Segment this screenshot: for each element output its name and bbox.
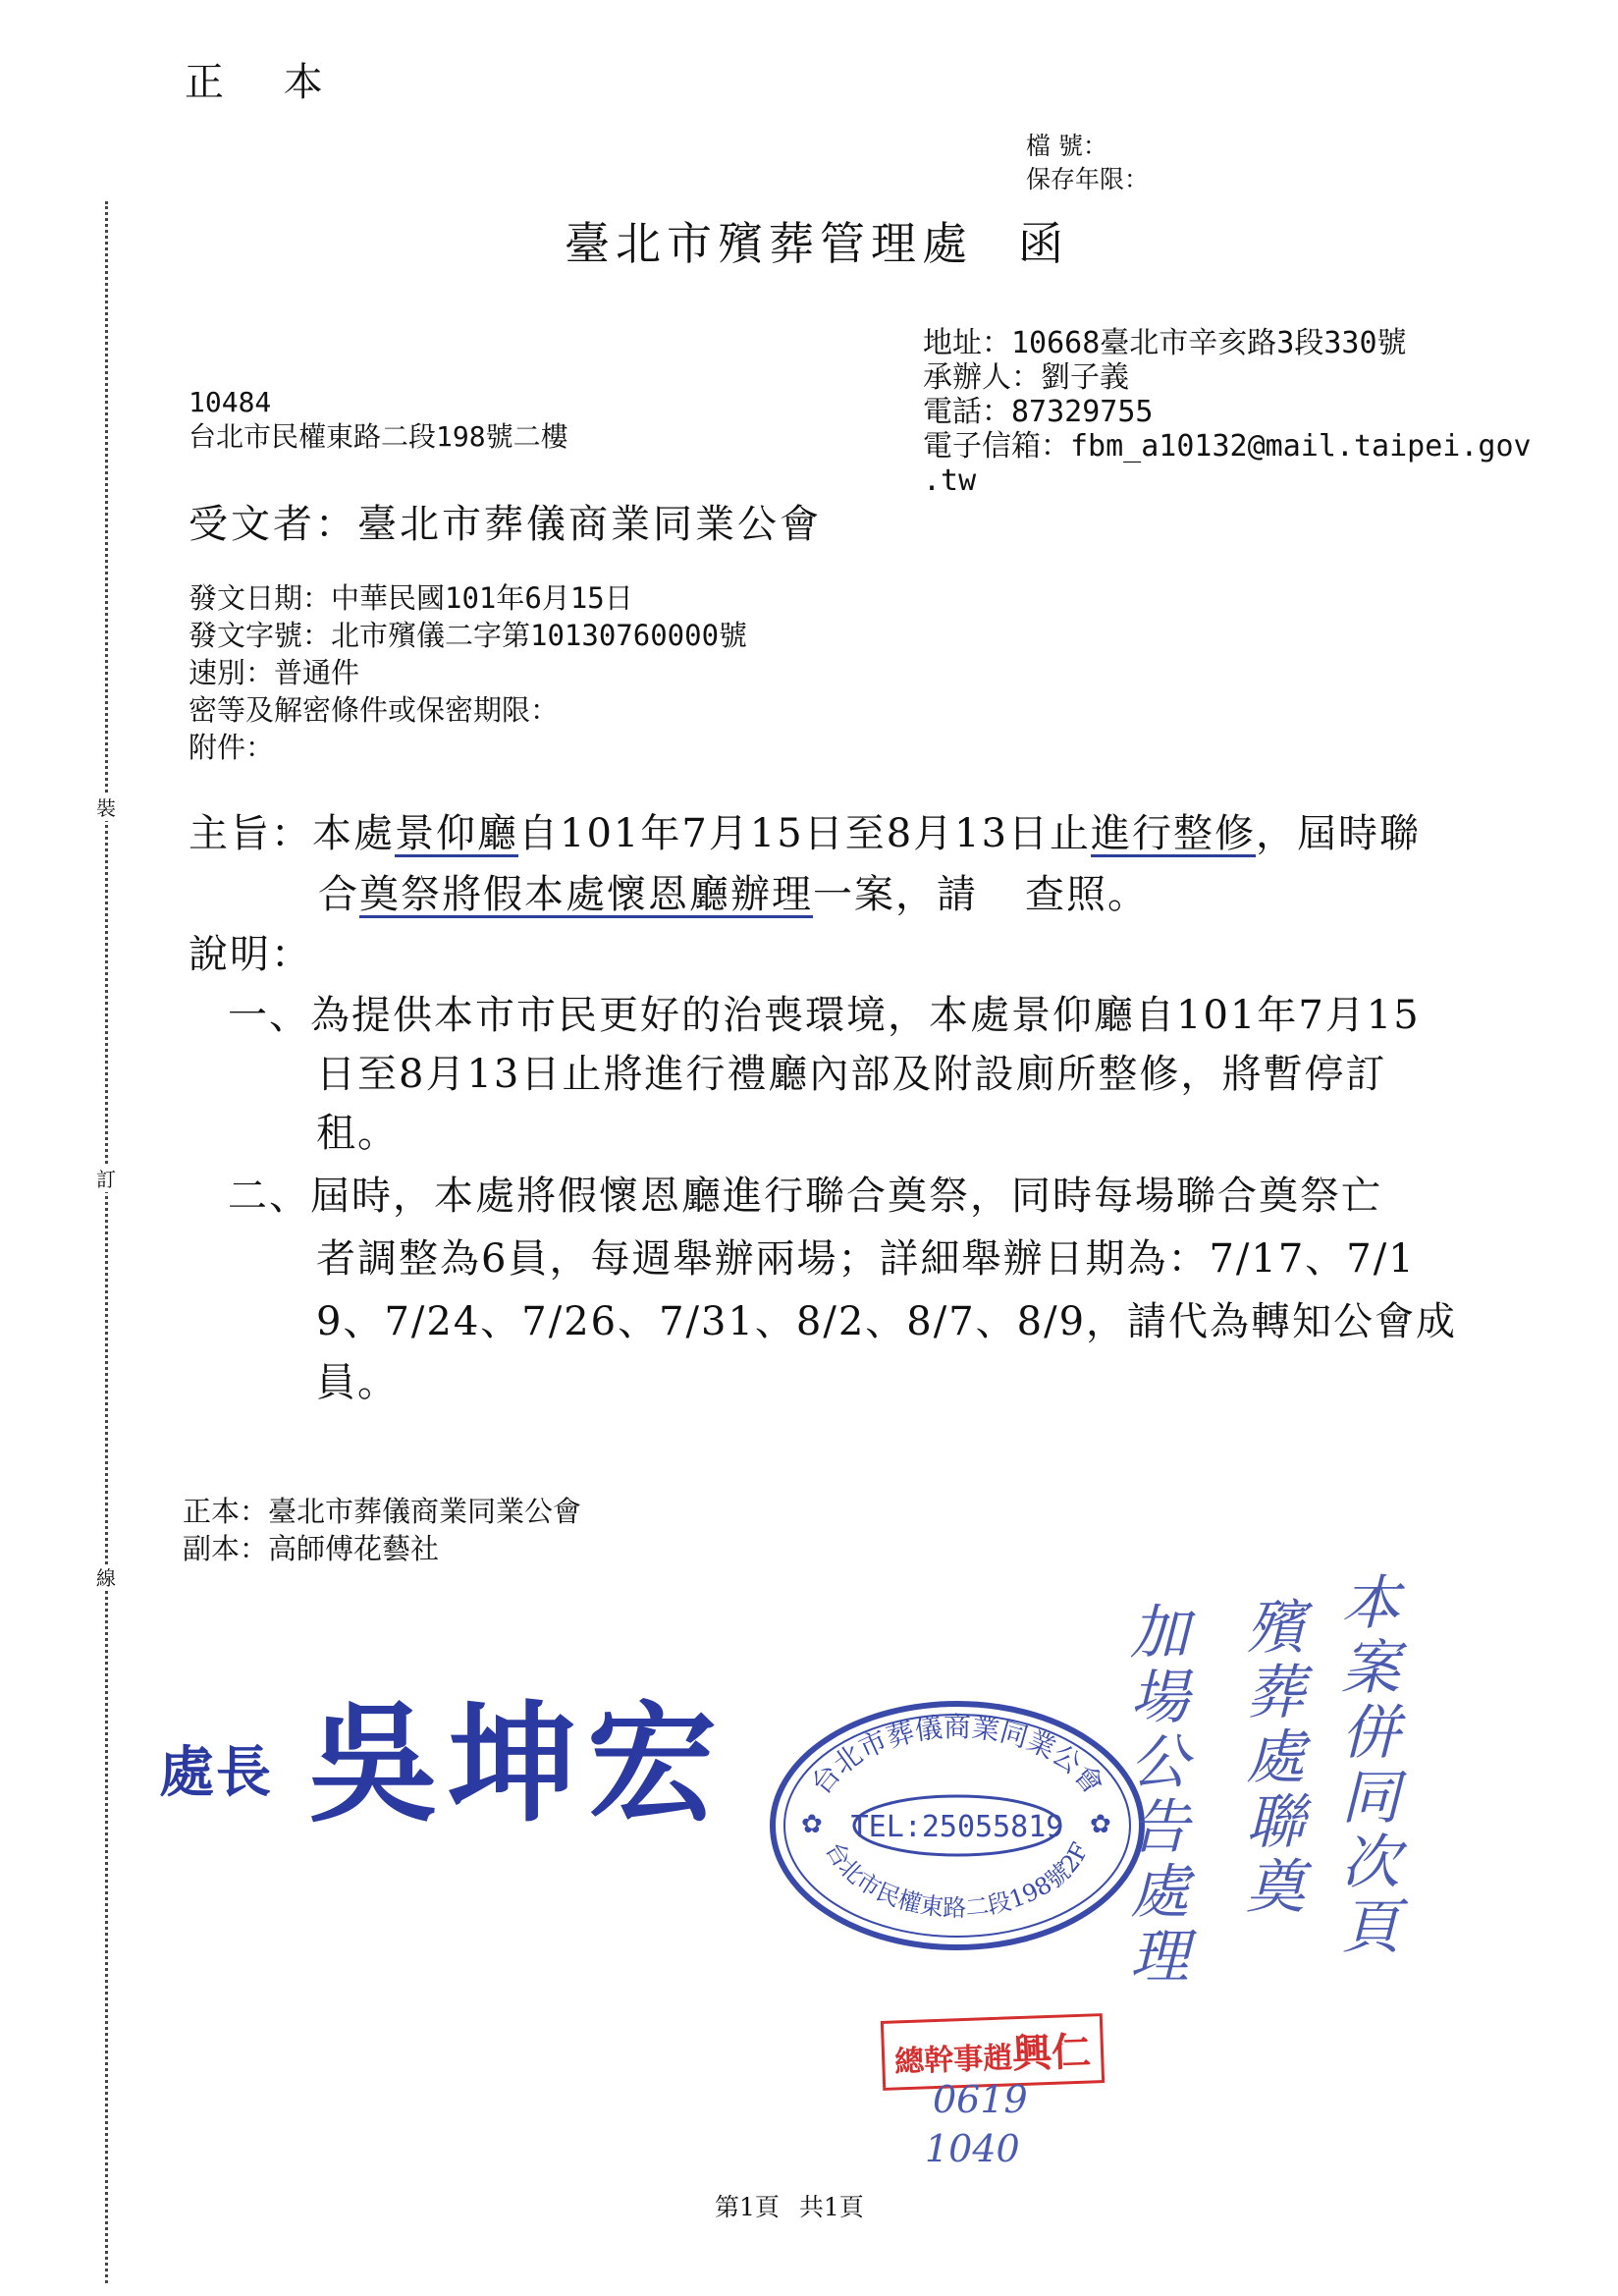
distribution: [183, 1493, 581, 1567]
seal-graphic: [766, 1697, 1149, 1954]
retention-label: 保存年限：: [1026, 165, 1150, 193]
subject-underline-renovation: 進行整修: [1091, 811, 1257, 856]
sender-address: 地址：10668臺北市辛亥路3段330號: [923, 326, 1407, 360]
seal-center-text: TEL:25055819: [850, 1810, 1064, 1844]
page-total: 共1頁: [798, 2193, 864, 2221]
agency-name: 臺北市殯葬管理處: [565, 217, 973, 270]
speed-class: 速別：普通件: [189, 656, 360, 689]
signature-name: 吳坤宏: [308, 1688, 727, 1840]
handwritten-note-col-2: 殯葬處聯奠: [1236, 1596, 1305, 1920]
seal-top-text: 台北市葬儀商業同業公會: [804, 1711, 1110, 1801]
sender-email-cont: .tw: [923, 464, 977, 498]
binding-char-zhuang: 裝: [96, 796, 116, 820]
distribution-original: 正本：臺北市葬儀商業同業公會: [183, 1495, 582, 1528]
subject-section: [189, 803, 1421, 925]
doc-number: 發文字號：北市殯儀二字第10130760000號: [189, 619, 748, 652]
recipient-address: 台北市民權東路二段198號二樓: [189, 420, 568, 453]
page-footer: [715, 2188, 864, 2223]
binding-char-xian: 線: [96, 1566, 116, 1590]
explanation-item-2-line-4: 員。: [316, 1360, 399, 1405]
stamp-role: 總幹事趙: [893, 2041, 1013, 2080]
sender-officer: 承辦人：劉子義: [923, 360, 1129, 395]
explanation-item-1-line-3: 租。: [316, 1111, 399, 1156]
subject-line-1: [189, 803, 1421, 864]
doc-type: 函: [1018, 217, 1069, 270]
explanation-item-2-line-3: 9、7/24、7/26、7/31、8/2、8/7、8/9，請代為轉知公會成: [316, 1299, 1458, 1344]
seal-flower-icon: ✿: [801, 1810, 823, 1839]
subject-underline-venue: 奠祭將假本處懷恩廳辦理: [359, 872, 813, 917]
copy-mark: 正 本: [185, 60, 347, 105]
explanation-item-2-line-2: 者調整為6員，每週舉辦兩場；詳細舉辦日期為：7/17、7/1: [316, 1236, 1416, 1282]
explanation-label: 說明：: [189, 932, 312, 977]
signature-title: 處長: [159, 1740, 273, 1805]
subject-text: 一案，請: [813, 872, 978, 917]
explanation-item-2-line-1: 二、屆時，本處將假懷恩廳進行聯合奠祭，同時每場聯合奠祭亡: [228, 1174, 1382, 1219]
subject-text: 查照。: [1025, 872, 1149, 917]
security-class: 密等及解密條件或保密期限：: [189, 693, 560, 727]
subject-text: 自101年7月15日至8月13日止: [518, 811, 1092, 856]
association-seal: [766, 1697, 1149, 1954]
archive-info: [1026, 130, 1149, 196]
subject-label: 主旨：: [189, 811, 312, 856]
recipient: 受文者：臺北市葬儀商業同業公會: [189, 502, 822, 547]
explanation-item-1-line-1: 一、為提供本市市民更好的治喪環境，本處景仰廳自101年7月15: [228, 993, 1421, 1038]
issue-date: 發文日期：中華民國101年6月15日: [189, 581, 633, 615]
subject-text: 本處: [312, 811, 395, 856]
recipient-address-block: [189, 385, 568, 454]
attachments: 附件：: [189, 731, 275, 764]
seal-bottom-text: 台北市民權東路二段198號2F: [820, 1837, 1095, 1923]
handwritten-note-col-3: 加場公告處理: [1120, 1601, 1189, 1990]
sender-contact: [923, 326, 1532, 498]
handwritten-date: 0619: [933, 2078, 1028, 2121]
subject-underline-hall: 景仰廳: [395, 811, 518, 856]
subject-text: ，屆時聯: [1256, 811, 1422, 856]
binding-line: [105, 201, 108, 2283]
document-title: [565, 208, 1069, 273]
file-number-label: 檔 號：: [1026, 132, 1107, 160]
document-meta: [189, 579, 747, 766]
recipient-zip: 10484: [189, 386, 272, 418]
sender-email: 電子信箱：fbm_a10132@mail.taipei.gov: [923, 429, 1532, 464]
distribution-copy: 副本：高師傅花藝社: [183, 1532, 440, 1565]
subject-text: 合: [318, 872, 359, 917]
binding-char-ding: 訂: [96, 1168, 116, 1191]
page-number: 第1頁: [715, 2193, 780, 2221]
explanation-item-1-line-2: 日至8月13日止將進行禮廳內部及附設廁所整修，將暫停訂: [316, 1052, 1387, 1097]
director-signature: [159, 1660, 727, 1846]
stamp-name: 興仁: [1011, 2029, 1092, 2078]
subject-line-2: [189, 864, 1421, 925]
handwritten-time: 1040: [925, 2127, 1020, 2170]
handwritten-note-col-1: 本案併同次頁: [1331, 1571, 1400, 1960]
sender-phone: 電話：87329755: [923, 395, 1154, 429]
seal-flower-icon: ✿: [1090, 1810, 1111, 1839]
